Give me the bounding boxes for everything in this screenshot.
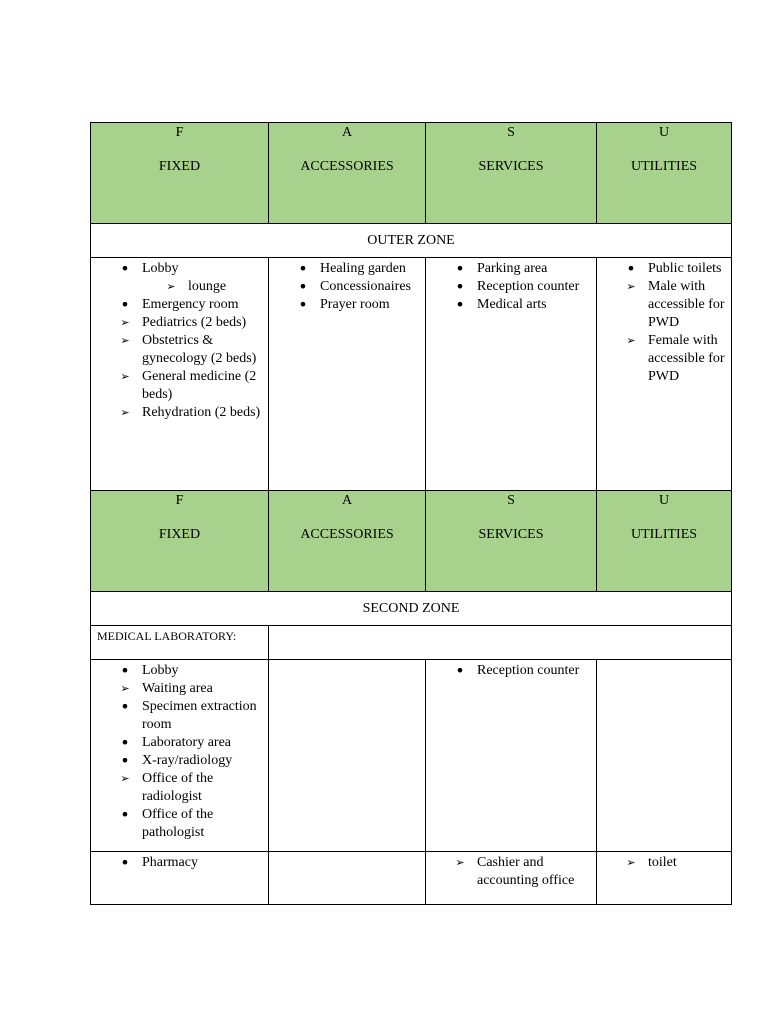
zone-title-row: [91, 592, 732, 626]
header-letter: A: [341, 493, 353, 508]
list-item-text: Waiting area: [142, 681, 213, 696]
zone-title-row: [91, 224, 732, 258]
item-list: [426, 852, 596, 890]
arrow-bullet-icon: ➢: [166, 280, 176, 293]
zone-title: SECOND ZONE: [91, 592, 732, 626]
bullet-icon: •: [120, 697, 130, 716]
header-letter: S: [507, 125, 515, 140]
list-item-text: X-ray/radiology: [142, 753, 233, 768]
header-row: [91, 123, 732, 224]
bullet-icon: •: [120, 661, 130, 680]
header-accessories: [269, 491, 426, 592]
pharmacy-accessories-cell: [269, 852, 426, 905]
list-item: [426, 296, 596, 314]
list-item: [91, 404, 268, 422]
item-list: [597, 852, 731, 872]
lab-accessories-cell: [269, 660, 426, 852]
arrow-bullet-icon: ➢: [120, 316, 130, 329]
list-item: [426, 854, 596, 890]
bullet-icon: •: [455, 295, 465, 314]
header-word: SERVICES: [478, 159, 544, 174]
header-services: [426, 491, 597, 592]
list-item-text: Public toilets: [648, 261, 722, 276]
list-item: [91, 806, 268, 842]
bullet-icon: •: [298, 295, 308, 314]
list-item: [91, 662, 268, 680]
bullet-icon: •: [298, 277, 308, 296]
list-item: [91, 680, 268, 698]
arrow-bullet-icon: ➢: [120, 772, 130, 785]
list-item: [426, 278, 596, 296]
header-fixed: [91, 491, 269, 592]
header-letter: U: [658, 125, 670, 140]
bullet-icon: •: [455, 259, 465, 278]
list-item-text: Specimen extraction room: [142, 699, 257, 732]
list-item-text: Female with accessible for PWD: [648, 333, 725, 384]
arrow-bullet-icon: ➢: [120, 406, 130, 419]
header-word: UTILITIES: [630, 159, 698, 174]
list-item-text: Reception counter: [477, 279, 580, 294]
list-item-text: Medical arts: [477, 297, 547, 312]
header-word: ACCESSORIES: [300, 159, 394, 174]
list-item: [597, 278, 731, 332]
list-item-text: lounge: [188, 279, 227, 294]
header-word: SERVICES: [478, 527, 544, 542]
item-list: [91, 258, 268, 422]
list-item: [91, 854, 268, 872]
list-item-text: toilet: [648, 855, 677, 870]
bullet-icon: •: [120, 805, 130, 824]
outer-fixed-cell: [91, 258, 269, 491]
arrow-bullet-icon: ➢: [626, 856, 636, 869]
lab-label-cell: [91, 626, 269, 660]
list-item-text: Male with accessible for PWD: [648, 279, 725, 330]
list-item-text: Pediatrics (2 beds): [142, 315, 247, 330]
list-item: [91, 260, 268, 278]
empty-cell: [269, 626, 732, 660]
bullet-icon: •: [120, 259, 130, 278]
pharmacy-content-row: [91, 852, 732, 905]
item-list: [426, 660, 596, 680]
lab-services-cell: [426, 660, 597, 852]
bullet-icon: •: [120, 751, 130, 770]
lab-utilities-cell: [597, 660, 732, 852]
list-item: [426, 260, 596, 278]
list-item: [597, 260, 731, 278]
pharmacy-fixed-cell: [91, 852, 269, 905]
list-item: [269, 278, 425, 296]
lab-label-row: [91, 626, 732, 660]
header-letter: S: [507, 493, 515, 508]
list-item-text: Office of the radiologist: [142, 771, 214, 804]
outer-services-cell: [426, 258, 597, 491]
outer-zone-content-row: [91, 258, 732, 491]
header-word: ACCESSORIES: [300, 527, 394, 542]
arrow-bullet-icon: ➢: [455, 856, 465, 869]
header-word: FIXED: [158, 159, 201, 174]
list-item: [91, 734, 268, 752]
bullet-icon: •: [120, 733, 130, 752]
list-item-text: Laboratory area: [142, 735, 231, 750]
outer-utilities-cell: [597, 258, 732, 491]
header-word: FIXED: [158, 527, 201, 542]
pharmacy-services-cell: [426, 852, 597, 905]
item-list: [91, 660, 268, 842]
arrow-bullet-icon: ➢: [120, 370, 130, 383]
item-list: [269, 852, 425, 854]
header-utilities: [597, 491, 732, 592]
item-list: [91, 852, 268, 872]
header-services: [426, 123, 597, 224]
bullet-icon: •: [455, 277, 465, 296]
header-utilities: [597, 123, 732, 224]
list-item-text: Parking area: [477, 261, 548, 276]
header-letter: F: [175, 125, 184, 140]
header-word: UTILITIES: [630, 527, 698, 542]
lab-fixed-cell: [91, 660, 269, 852]
list-item: [91, 770, 268, 806]
bullet-icon: •: [626, 259, 636, 278]
list-item-text: Reception counter: [477, 663, 580, 678]
item-list: [597, 660, 731, 662]
item-list: [269, 660, 425, 662]
bullet-icon: •: [120, 853, 130, 872]
list-item: [597, 332, 731, 386]
header-fixed: [91, 123, 269, 224]
list-item: [91, 332, 268, 368]
list-item: [91, 296, 268, 314]
item-list: [269, 258, 425, 314]
list-item-text: Lobby: [142, 261, 179, 276]
list-item-text: Healing garden: [320, 261, 406, 276]
list-item-text: Rehydration (2 beds): [142, 405, 261, 420]
list-item-text: Obstetrics & gynecology (2 beds): [142, 333, 257, 366]
list-item: [91, 698, 268, 734]
bullet-icon: •: [120, 295, 130, 314]
list-item: [269, 296, 425, 314]
header-letter: F: [175, 493, 184, 508]
list-item-text: General medicine (2 beds): [142, 369, 257, 402]
item-list: [426, 258, 596, 314]
list-item-text: Emergency room: [142, 297, 239, 312]
list-item: [269, 260, 425, 278]
zone-title: OUTER ZONE: [91, 224, 732, 258]
list-item: [426, 662, 596, 680]
lab-label: MEDICAL LABORATORY:: [97, 629, 237, 643]
list-item: [597, 854, 731, 872]
list-item-text: Prayer room: [320, 297, 390, 312]
list-item: [91, 278, 268, 296]
list-item-text: Lobby: [142, 663, 179, 678]
pharmacy-utilities-cell: [597, 852, 732, 905]
arrow-bullet-icon: ➢: [626, 280, 636, 293]
list-item-text: Cashier and accounting office: [477, 855, 575, 888]
outer-accessories-cell: [269, 258, 426, 491]
list-item-text: Concessionaires: [320, 279, 411, 294]
bullet-icon: •: [298, 259, 308, 278]
header-row: [91, 491, 732, 592]
header-letter: U: [658, 493, 670, 508]
arrow-bullet-icon: ➢: [120, 334, 130, 347]
lab-content-row: [91, 660, 732, 852]
arrow-bullet-icon: ➢: [120, 682, 130, 695]
list-item: [91, 314, 268, 332]
arrow-bullet-icon: ➢: [626, 334, 636, 347]
list-item: [91, 368, 268, 404]
list-item: [91, 752, 268, 770]
header-letter: A: [341, 125, 353, 140]
list-item-text: Office of the pathologist: [142, 807, 214, 840]
zoning-table: [90, 122, 732, 905]
bullet-icon: •: [455, 661, 465, 680]
header-accessories: [269, 123, 426, 224]
item-list: [597, 258, 731, 386]
list-item-text: Pharmacy: [142, 855, 198, 870]
